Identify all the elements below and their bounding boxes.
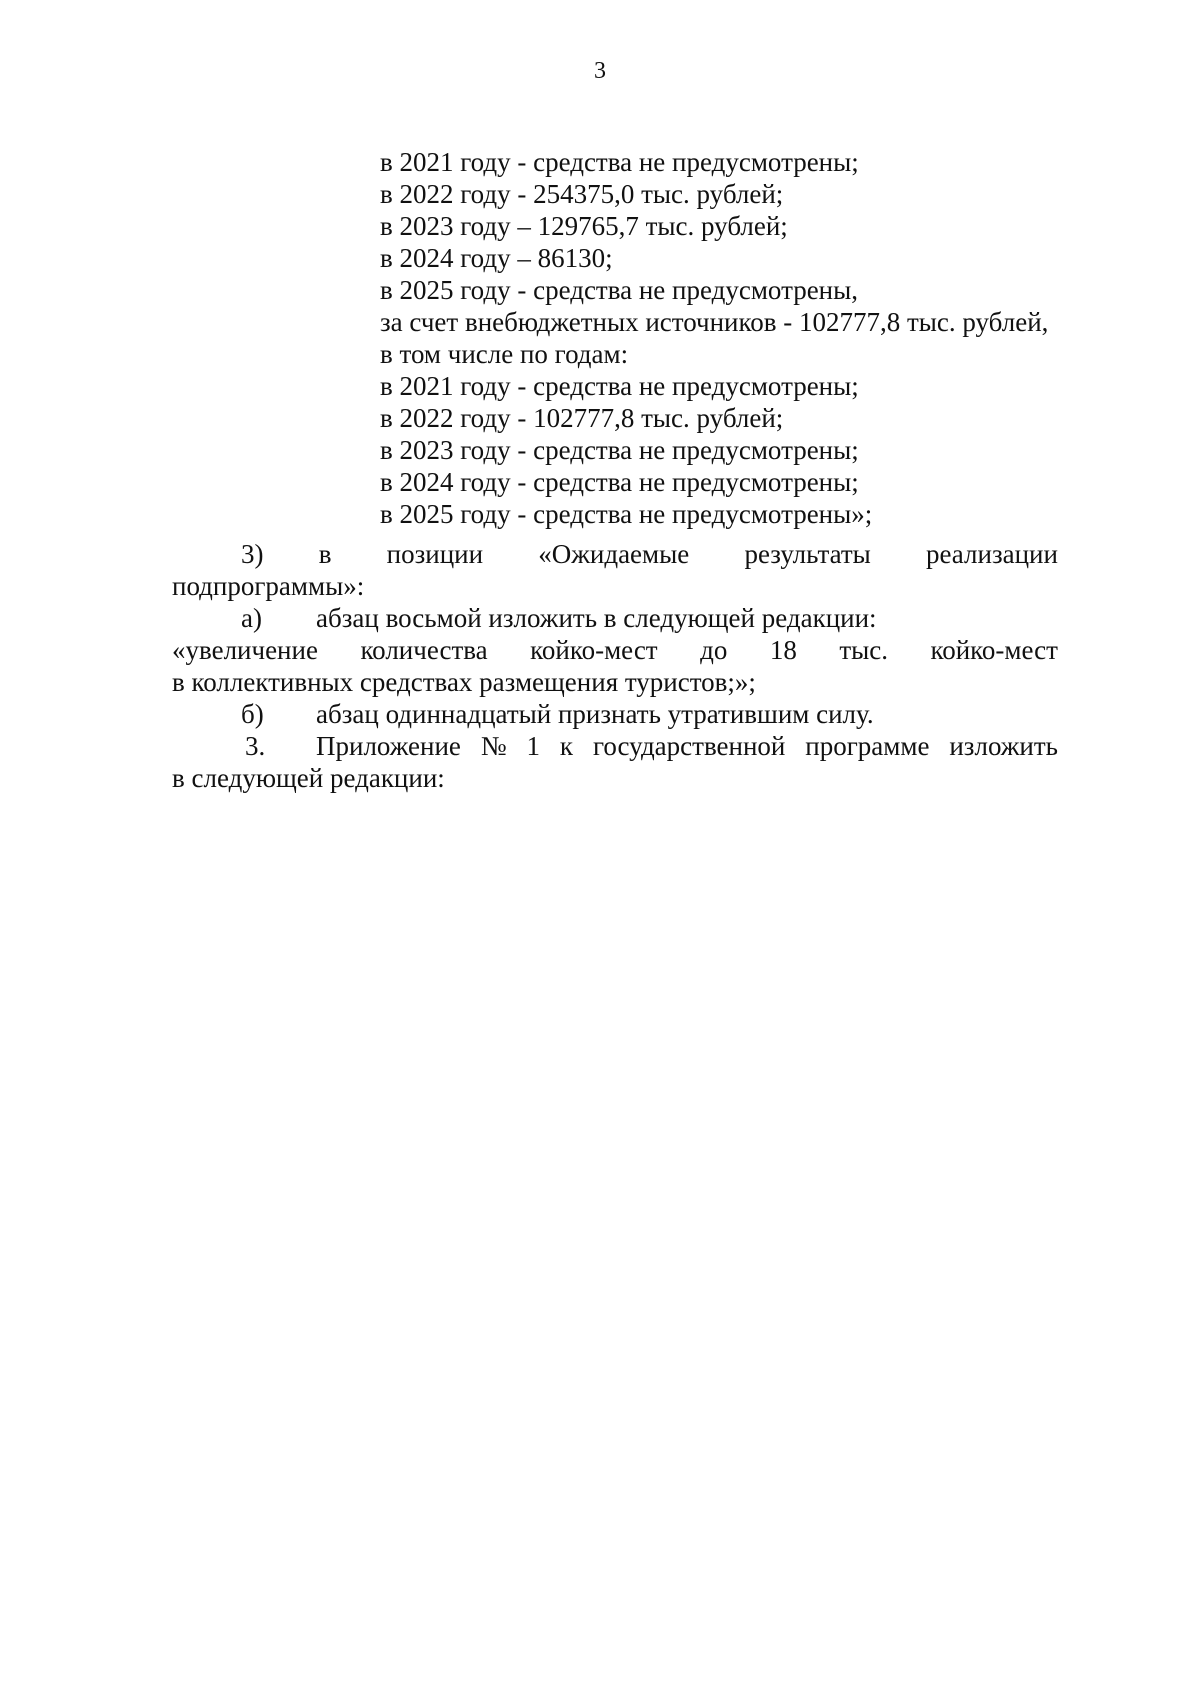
funding-line: в 2021 году - средства не предусмотрены; (380, 371, 859, 401)
item-3-word: позиции (386, 539, 484, 569)
item-b-text: абзац одиннадцатый признать утратившим силу. (316, 699, 874, 729)
item-3-word: «Ожидаемые (538, 539, 690, 569)
funding-line: в 2024 году - средства не предусмотрены; (380, 467, 859, 497)
funding-line: в 2023 году – 129765,7 тыс. рублей; (380, 211, 788, 241)
funding-line: за счет внебюджетных источников - 102777,8 тыс. рублей, (380, 307, 1049, 337)
item-b-marker: б) (241, 699, 264, 729)
item-a-quote-continuation: в коллективных средствах размещения туристов;»; (172, 667, 756, 697)
item-3-continuation: подпрограммы»: (172, 571, 365, 601)
quote-word: койко-мест (530, 635, 658, 665)
item-a-quote-line (172, 634, 1058, 666)
funding-line: в 2022 году - 254375,0 тыс. рублей; (380, 179, 784, 209)
funding-line: в 2022 году - 102777,8 тыс. рублей; (380, 403, 784, 433)
item-3-word: 3) (241, 539, 264, 569)
item-3-first-line (241, 538, 1058, 570)
funding-line: в том числе по годам: (380, 339, 629, 369)
section-3-word: программе (805, 731, 930, 761)
quote-word: тыс. (839, 635, 888, 665)
quote-word: 18 (769, 635, 797, 665)
section-3-word: Приложение (316, 731, 461, 761)
section-3-word: изложить (949, 731, 1058, 761)
quote-word: «увеличение (172, 635, 318, 665)
section-3-marker: 3. (245, 731, 266, 761)
funding-line: в 2025 году - средства не предусмотрены, (380, 275, 859, 305)
section-3-word: № (480, 731, 507, 761)
section-3-continuation: в следующей редакции: (172, 763, 445, 793)
item-3-word: реализации (925, 539, 1058, 569)
item-3-word: результаты (744, 539, 871, 569)
section-3-word: 1 (526, 731, 540, 761)
quote-word: до (700, 635, 728, 665)
funding-line: в 2021 году - средства не предусмотрены; (380, 147, 859, 177)
item-a-text: абзац восьмой изложить в следующей редакции: (316, 603, 877, 633)
page-number: 3 (594, 58, 606, 84)
funding-line: в 2024 году – 86130; (380, 243, 613, 273)
section-3-first-line (316, 730, 1058, 762)
section-3-word: к (559, 731, 574, 761)
funding-line: в 2025 году - средства не предусмотрены»; (380, 499, 873, 529)
quote-word: количества (360, 635, 488, 665)
item-3-word: в (318, 539, 332, 569)
item-a-marker: а) (241, 603, 262, 633)
section-3-word: государственной (592, 731, 786, 761)
funding-line: в 2023 году - средства не предусмотрены; (380, 435, 859, 465)
quote-word: койко-мест (930, 635, 1058, 665)
